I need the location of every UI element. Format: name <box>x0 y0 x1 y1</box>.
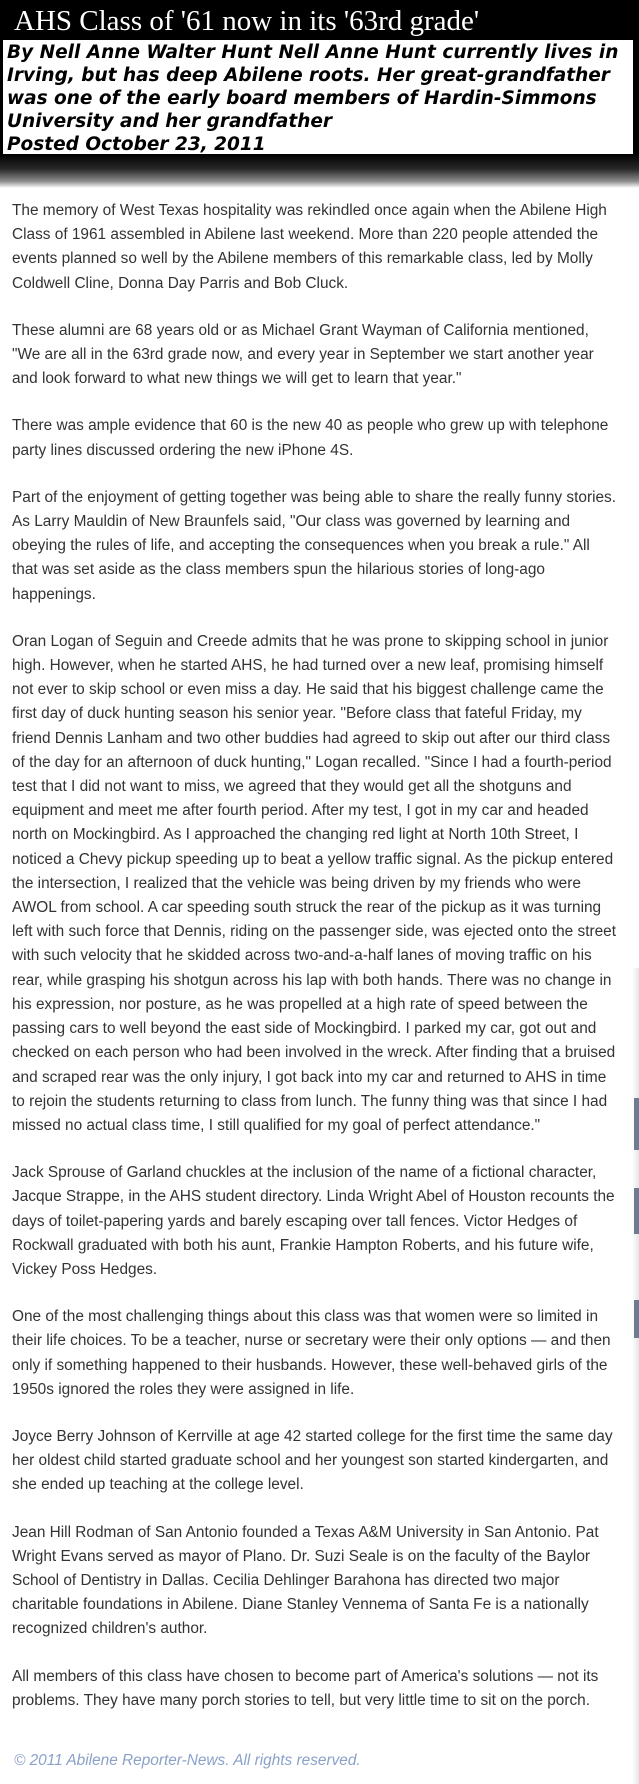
article-paragraph: These alumni are 68 years old or as Michael Grant Wayman of California mentioned, "We are all in the 63rd grade now, and every year in September we start another year and look forward to what new things we will get to learn that year." <box>12 321 594 388</box>
article-paragraph: One of the most challenging things about this class was that women were so limited in their life choices. To be a teacher, nurse or secretary were their only options — and then only if something happened to their husbands. However, these well-behaved girls of the 1950s ignored the roles they were assigned in life. <box>12 1308 611 1398</box>
article-body <box>12 199 618 1736</box>
article-paragraph: The memory of West Texas hospitality was rekindled once again when the Abilene High Class of 1961 assembled in Abilene last weekend. More than 220 people attended the events planned so well by the Abilene members of this remarkable class, led by Molly Coldwell Cline, Donna Day Parris and Bob Cluck. <box>12 202 607 292</box>
article-title: AHS Class of '61 now in its '63rd grade' <box>14 5 480 37</box>
page-edge-shadow <box>632 968 639 1784</box>
footer-cutoff-text <box>14 1774 344 1784</box>
page-edge-mark <box>634 1188 639 1234</box>
page-edge-mark <box>634 1300 639 1338</box>
byline-box <box>3 40 633 154</box>
article-paragraph: There was ample evidence that 60 is the new 40 as people who grew up with telephone party lines discussed ordering the new iPhone 4S. <box>12 417 609 459</box>
author-byline: By Nell Anne Walter Hunt Nell Anne Hunt currently lives in Irving, but has deep Abilene roots. Her great-grandfather was one of the early board members of Hardin-Simmons University and her grandfather <box>7 42 619 132</box>
footer-cutoff-line <box>14 1774 344 1784</box>
article-paragraph: Jack Sprouse of Garland chuckles at the inclusion of the name of a fictional character, Jacque Strappe, in the AHS student directory. Linda Wright Abel of Houston recounts the days of toilet-papering yards and barely escaping over tall fences. Victor Hedges of Rockwall graduated with both his aunt, Frankie Hampton Roberts, and his future wife, Vickey Poss Hedges. <box>12 1164 615 1278</box>
article-paragraph: Oran Logan of Seguin and Creede admits that he was prone to skipping school in junior high. However, when he started AHS, he had turned over a new leaf, promising himself not ever to skip school or even miss a day. He said that his biggest challenge came the first day of duck hunting season his senior year. "Before class that fateful Friday, my friend Dennis Lanham and two other buddies had agreed to skip out after our third class of the day for an afternoon of duck hunting," Logan recalled. "Since I had a fourth-period test that I did not want to miss, we agreed that they would get all the shotguns and equipment and meet me after fourth period. After my test, I got in my car and headed north on Mockingbird. As I approached the changing red light at North 10th Street, I noticed a Chevy pickup speeding up to beat a yellow traffic signal. As the pickup entered the intersection, I realized that the vehicle was being driven by my friends who were AWOL from school. A car speeding south struck the rear of the pickup as it was turning left with such force that Dennis, riding on the passenger side, was ejected onto the street with such velocity that he skidded across two-and-a-half lanes of moving traffic on his rear, while grasping his shotgun across his lap with both hands. There was no change in his expression, nor posture, as he was propelled at a high rate of speed between the passing cars to well beyond the east side of Mockingbird. I parked my car, got out and checked on each person who had been involved in the wreck. After finding that a bruised and scraped rear was the only injury, I got back into my car and returned to AHS in time to rejoin the students returning to class from lunch. The funny thing was that since I had missed no actual class time, I still qualified for my goal of perfect attendance." <box>12 632 616 1134</box>
header-fade-divider <box>0 154 639 188</box>
page-edge-mark <box>634 1098 639 1150</box>
posted-date: Posted October 23, 2011 <box>7 134 266 154</box>
article-header <box>0 0 639 176</box>
article-paragraph: All members of this class have chosen to become part of America's solutions — not its problems. They have many porch stories to tell, but very little time to sit on the porch. <box>12 1667 599 1709</box>
article-paragraph: Jean Hill Rodman of San Antonio founded a Texas A&M University in San Antonio. Pat Wright Evans served as mayor of Plano. Dr. Suzi Seale is on the faculty of the Baylor School of Dentistry in Dallas. Cecilia Dehlinger Barahona has directed two major charitable foundations in Abilene. Diane Stanley Vennema of Santa Fe is a nationally recognized children's author. <box>12 1523 599 1638</box>
copyright-notice: © 2011 Abilene Reporter-News. All rights reserved. <box>14 1752 361 1769</box>
article-paragraph: Joyce Berry Johnson of Kerrville at age 42 started college for the first time the same day her oldest child started graduate school and her youngest son started kindergarten, and she ended up teaching at the college level. <box>12 1427 613 1494</box>
article-paragraph: Part of the enjoyment of getting together was being able to share the really funny stories. As Larry Mauldin of New Braunfels said, "Our class was governed by learning and obeying the rules of life, and accepting the consequences when you break a rule." All that was set aside as the class members spun the hilarious stories of long-ago happenings. <box>12 488 617 603</box>
